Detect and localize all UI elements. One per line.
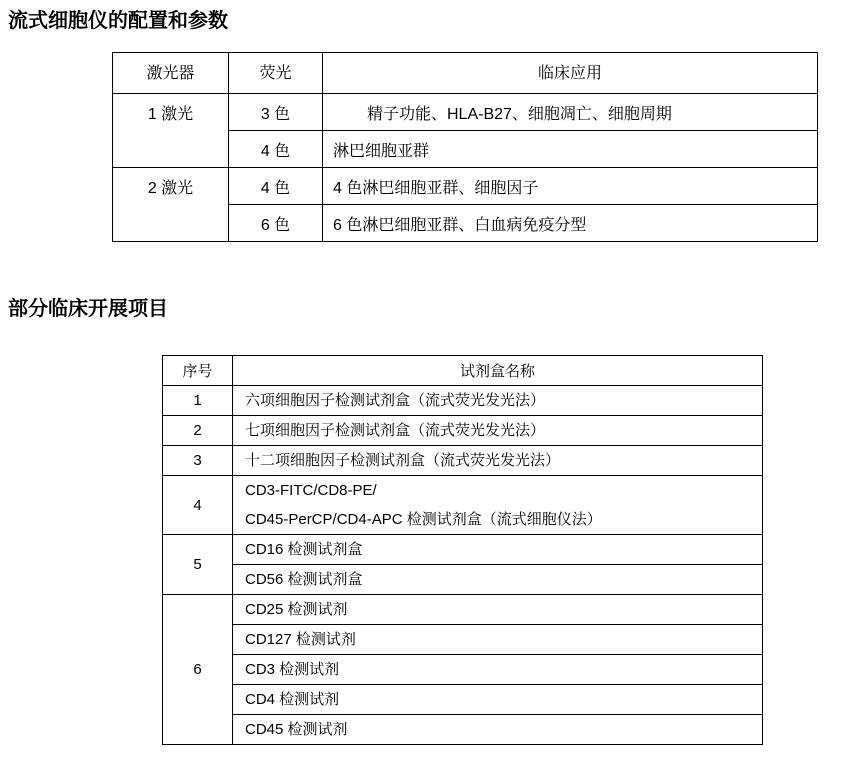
table-row: [163, 386, 763, 416]
table-row: [113, 168, 818, 205]
laser-header-cell: 激光器: [113, 53, 229, 94]
fluorescence-cell: 3 色: [229, 94, 323, 131]
table-row: [163, 446, 763, 476]
kit-name-cell: CD16 检测试剂盒: [233, 535, 763, 565]
fluorescence-cell: 6 色: [229, 205, 323, 242]
config-table: [112, 52, 818, 242]
kit-name-cell: CD45 检测试剂: [233, 715, 763, 745]
application-cell: 6 色淋巴细胞亚群、白血病免疫分型: [323, 205, 818, 242]
index-cell: 4: [163, 476, 233, 535]
table-row: [113, 94, 818, 131]
kit-name-cell: 七项细胞因子检测试剂盒（流式荧光发光法）: [233, 416, 763, 446]
kit-name-line1: CD3-FITC/CD8-PE/: [245, 482, 377, 499]
section2-title: 部分临床开展项目: [8, 298, 168, 320]
kit-name-cell: CD4 检测试剂: [233, 685, 763, 715]
fluorescence-cell: 4 色: [229, 168, 323, 205]
kit-name-cell: 六项细胞因子检测试剂盒（流式荧光发光法）: [233, 386, 763, 416]
index-cell: 5: [163, 535, 233, 595]
laser-cell: 1 激光: [113, 94, 229, 168]
index-cell: 6: [163, 595, 233, 745]
kit-name-cell: CD127 检测试剂: [233, 625, 763, 655]
application-cell: 淋巴细胞亚群: [323, 131, 818, 168]
laser-cell: 2 激光: [113, 168, 229, 242]
number-header-cell: 序号: [163, 356, 233, 386]
table-row: [163, 565, 763, 595]
kit-name-cell: 十二项细胞因子检测试剂盒（流式荧光发光法）: [233, 446, 763, 476]
kit-name-cell: CD25 检测试剂: [233, 595, 763, 625]
table-row: [163, 685, 763, 715]
projects-table: [162, 355, 763, 745]
table-row: [163, 595, 763, 625]
table-row: [163, 625, 763, 655]
index-cell: 1: [163, 386, 233, 416]
index-cell: 3: [163, 446, 233, 476]
table-row: [163, 476, 763, 535]
table-row: [163, 535, 763, 565]
application-header-cell: 临床应用: [323, 53, 818, 94]
fluorescence-cell: 4 色: [229, 131, 323, 168]
kit-name-cell: CD56 检测试剂盒: [233, 565, 763, 595]
table-row: [163, 416, 763, 446]
config-header-row: [113, 53, 818, 94]
index-cell: 2: [163, 416, 233, 446]
kit-name-cell: CD3 检测试剂: [233, 655, 763, 685]
application-cell: 4 色淋巴细胞亚群、细胞因子: [323, 168, 818, 205]
table-row: [163, 655, 763, 685]
table-row: [163, 715, 763, 745]
projects-header-row: [163, 356, 763, 386]
kit-name-line2: CD45-PerCP/CD4-APC 检测试剂盒（流式细胞仪法）: [245, 511, 602, 528]
application-cell: 精子功能、HLA-B27、细胞凋亡、细胞周期: [323, 94, 818, 131]
section1-title: 流式细胞仪的配置和参数: [8, 10, 228, 32]
kit-name-header-cell: 试剂盒名称: [233, 356, 763, 386]
kit-name-cell: [233, 476, 763, 535]
fluorescence-header-cell: 荧光: [229, 53, 323, 94]
